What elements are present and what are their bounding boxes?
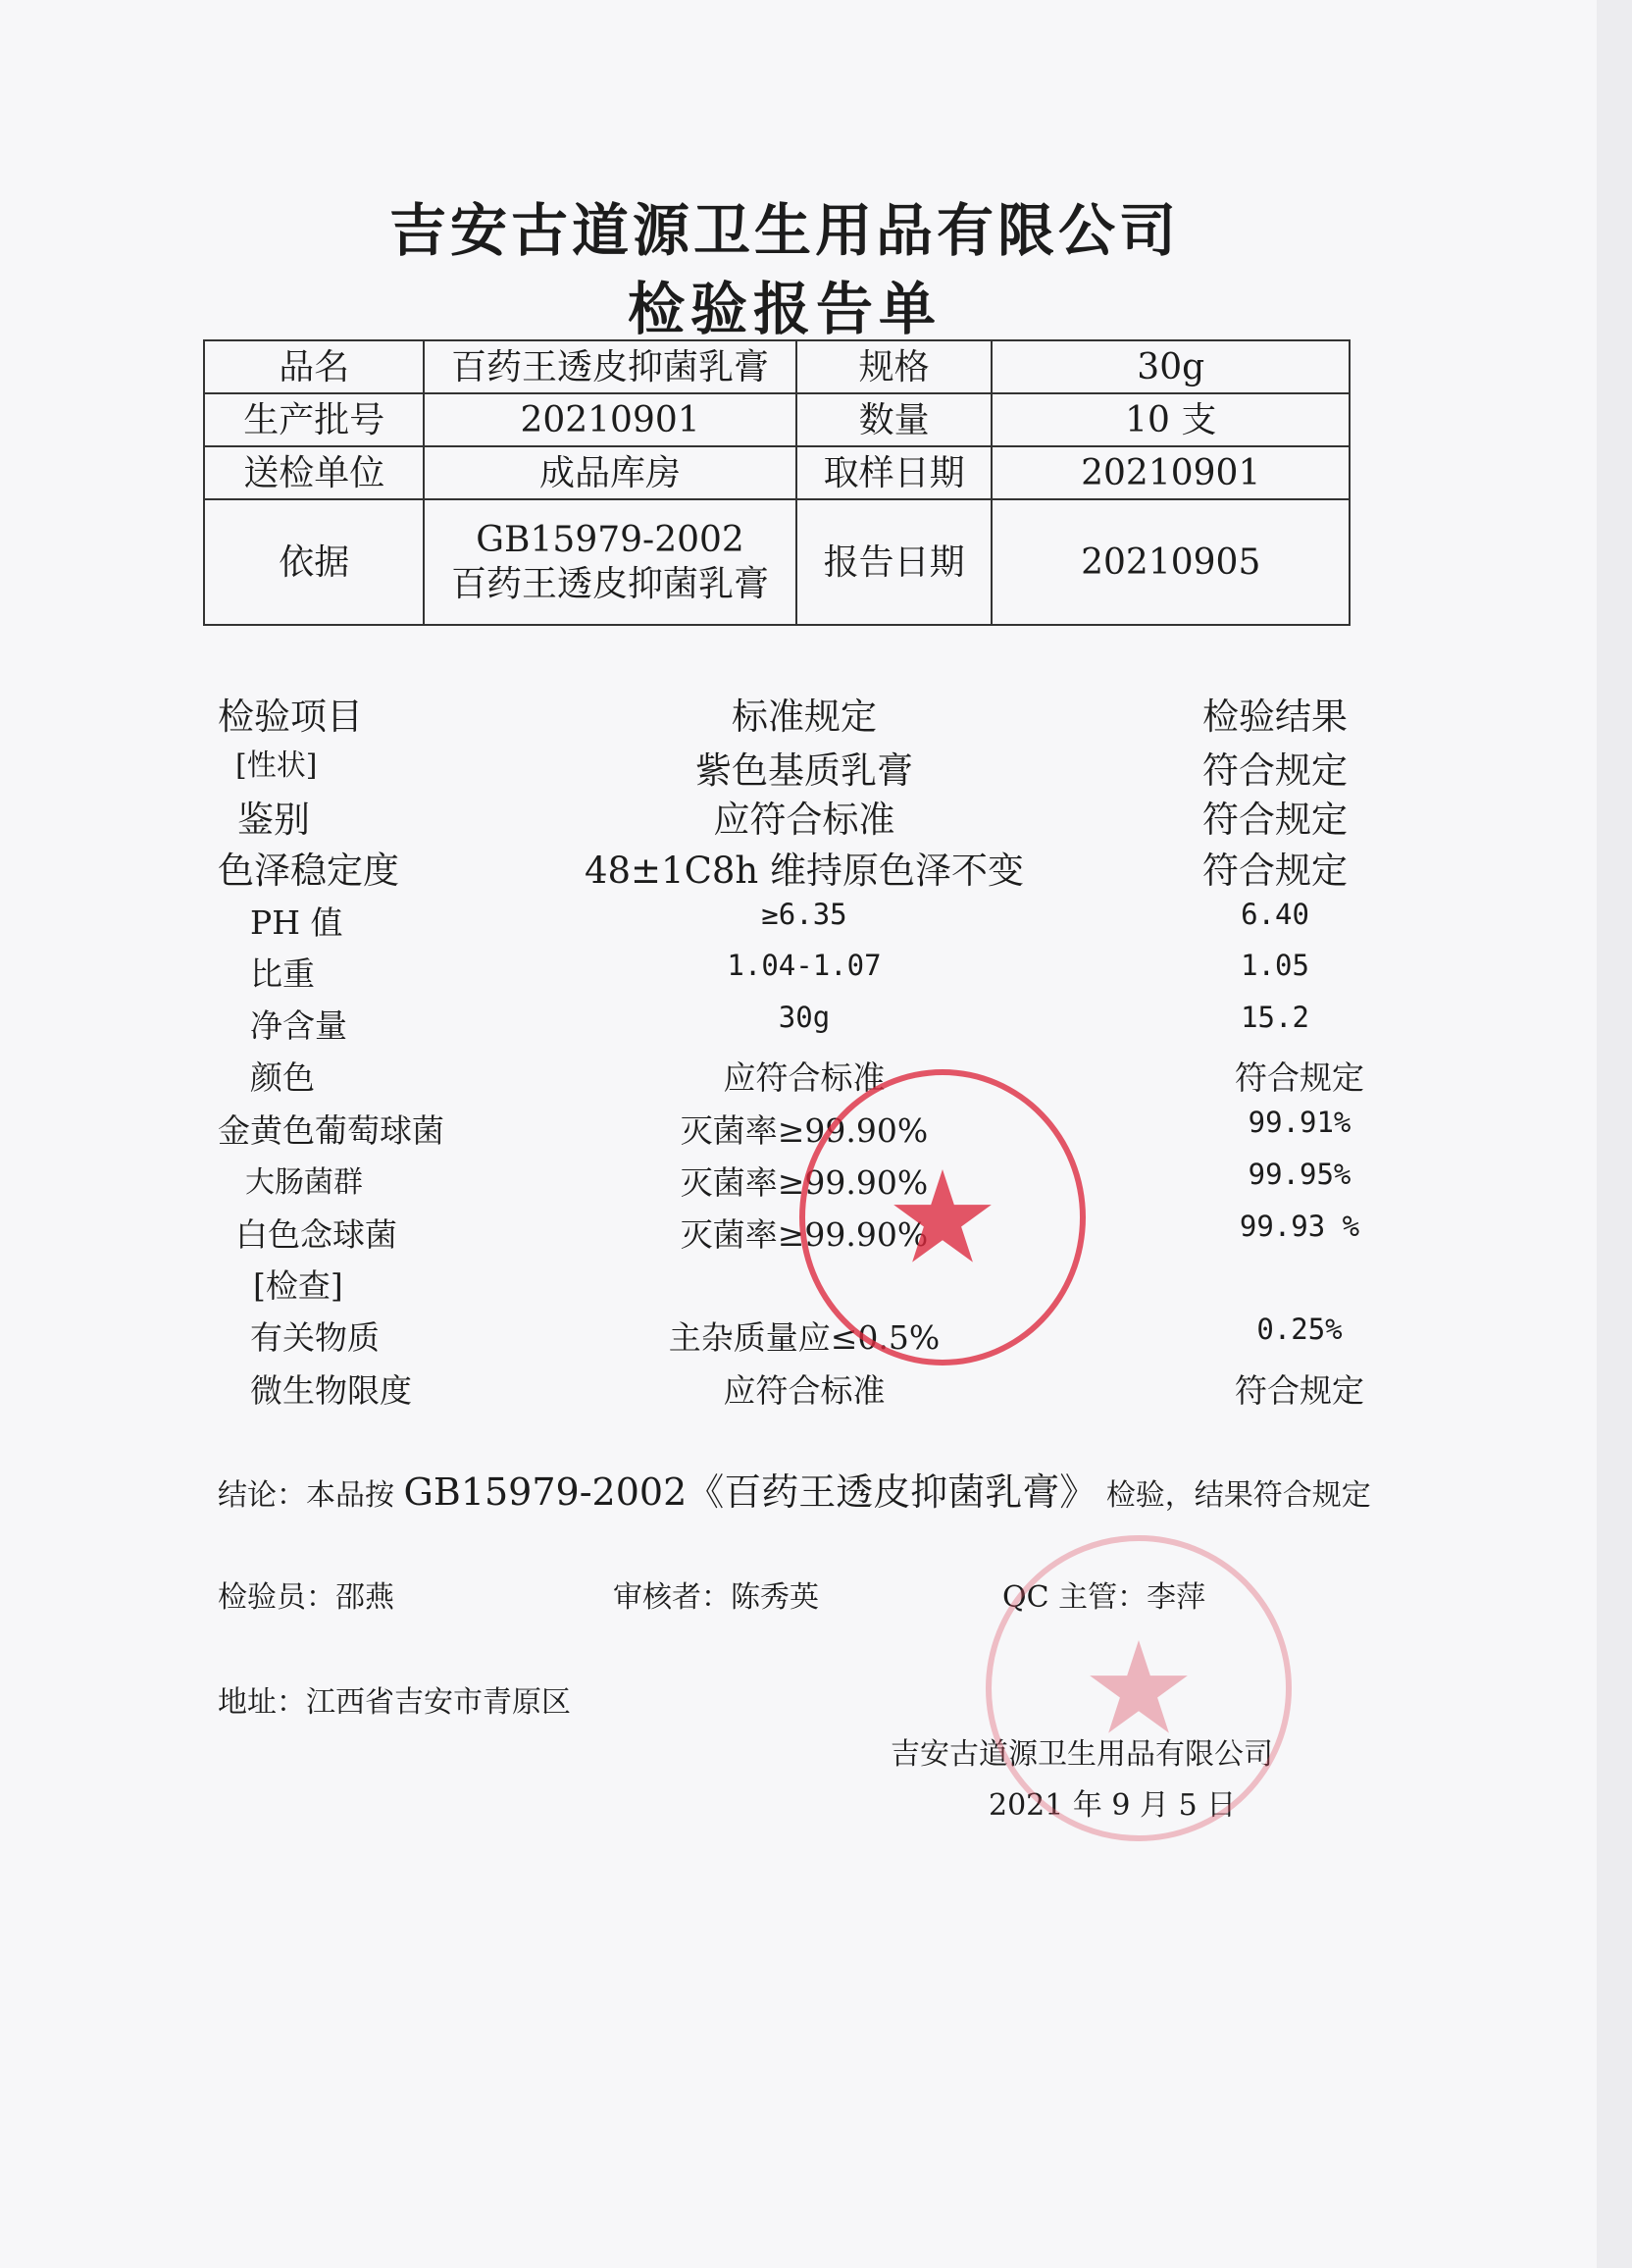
header-standard: 标准规定 <box>732 696 877 738</box>
conclusion-standard: GB15979-2002《百药王透皮抑菌乳膏》 <box>403 1470 1097 1514</box>
basis-label: 依据 <box>204 499 424 625</box>
star-icon: ★ <box>885 1143 1000 1292</box>
item-standard: 主杂质量应≤0.5% <box>668 1318 941 1357</box>
item-name: PH 值 <box>250 903 343 942</box>
list-item <box>0 841 1569 890</box>
address: 地址：江西省吉安市青原区 <box>218 1685 571 1720</box>
item-result: 符合规定 <box>1202 749 1348 792</box>
list-item <box>0 1366 1569 1415</box>
batch-label: 生产批号 <box>204 393 424 446</box>
item-standard: 灭菌率≥99.90% <box>680 1111 929 1150</box>
item-name: 净含量 <box>250 1006 347 1045</box>
list-item <box>0 790 1569 839</box>
item-standard: ≥6.35 <box>761 898 847 931</box>
sampling-date-label: 取样日期 <box>796 446 993 499</box>
submitter-value: 成品库房 <box>424 446 795 499</box>
item-result: 符合规定 <box>1202 850 1348 892</box>
item-name: [检查] <box>253 1266 343 1305</box>
report-date-value: 20210905 <box>992 499 1350 625</box>
basis-line2: 百药王透皮抑菌乳膏 <box>451 564 770 604</box>
list-item <box>0 949 1569 998</box>
submitter-label: 送检单位 <box>204 446 424 499</box>
report-date-label: 报告日期 <box>796 499 993 625</box>
item-name: 微生物限度 <box>250 1371 412 1410</box>
item-name: 金黄色葡萄球菌 <box>218 1111 444 1150</box>
qc-signature: QC 主管：李萍 <box>1002 1580 1206 1615</box>
header-item: 检验项目 <box>218 696 363 738</box>
item-result: 6.40 <box>1241 898 1309 931</box>
list-item <box>0 1001 1569 1050</box>
item-name: 比重 <box>250 954 315 993</box>
item-result: 15.2 <box>1241 1001 1309 1034</box>
list-item <box>0 1053 1569 1102</box>
item-name: 色泽稳定度 <box>218 850 399 892</box>
inspector-signature: 检验员：邵燕 <box>218 1580 394 1615</box>
item-standard: 应符合标准 <box>713 799 895 841</box>
item-result: 符合规定 <box>1202 799 1348 841</box>
item-name: 大肠菌群 <box>245 1165 363 1200</box>
list-item <box>0 1210 1569 1259</box>
info-table <box>203 339 1351 626</box>
seal-stamp <box>799 1069 1086 1366</box>
list-item <box>0 1158 1569 1207</box>
item-standard: 紫色基质乳膏 <box>695 749 913 792</box>
list-item <box>0 1313 1569 1362</box>
item-result: 符合规定 <box>1235 1058 1364 1097</box>
footer-company: 吉安古道源卫生用品有限公司 <box>891 1737 1273 1772</box>
item-standard: 灭菌率≥99.90% <box>680 1163 929 1202</box>
item-result: 99.91% <box>1248 1106 1352 1139</box>
item-name: 鉴别 <box>237 799 310 841</box>
reviewer-signature: 审核者：陈秀英 <box>613 1580 819 1615</box>
list-item <box>0 898 1569 947</box>
spec-value: 30g <box>992 340 1350 393</box>
product-name-label: 品名 <box>204 340 424 393</box>
conclusion-prefix: 结论：本品按 <box>218 1478 394 1513</box>
company-title: 吉安古道源卫生用品有限公司 <box>388 197 1180 264</box>
item-name: [性状] <box>235 748 318 783</box>
scan-edge <box>1597 0 1632 2268</box>
item-result: 0.25% <box>1256 1313 1343 1346</box>
report-title: 检验报告单 <box>627 276 942 342</box>
item-standard: 1.04-1.07 <box>727 949 882 982</box>
item-standard: 应符合标准 <box>723 1058 886 1097</box>
item-standard: 30g <box>778 1001 831 1034</box>
item-standard: 应符合标准 <box>723 1371 886 1410</box>
product-name: 百药王透皮抑菌乳膏 <box>424 340 795 393</box>
item-result: 99.95% <box>1248 1158 1352 1191</box>
spec-label: 规格 <box>796 340 993 393</box>
item-result: 符合规定 <box>1235 1371 1364 1410</box>
company-seal-stamp <box>986 1535 1292 1841</box>
list-item <box>0 741 1569 790</box>
items-header <box>0 687 1569 736</box>
sampling-date-value: 20210901 <box>992 446 1350 499</box>
item-result: 99.93 % <box>1239 1210 1360 1243</box>
header-result: 检验结果 <box>1202 696 1348 738</box>
item-name: 白色念球菌 <box>235 1215 397 1254</box>
quantity-value: 10 支 <box>992 393 1350 446</box>
basis-value <box>424 499 795 625</box>
batch-value: 20210901 <box>424 393 795 446</box>
item-standard: 灭菌率≥99.90% <box>680 1215 929 1254</box>
quantity-label: 数量 <box>796 393 993 446</box>
conclusion <box>218 1462 1371 1516</box>
item-result: 1.05 <box>1241 949 1309 982</box>
list-item <box>0 1106 1569 1155</box>
basis-line1: GB15979-2002 <box>476 520 744 560</box>
item-standard: 48±1C8h 维持原色泽不变 <box>584 850 1025 892</box>
item-name: 有关物质 <box>250 1318 380 1357</box>
list-item <box>0 1261 1569 1310</box>
footer-date: 2021 年 9 月 5 日 <box>989 1788 1237 1823</box>
item-name: 颜色 <box>250 1058 315 1097</box>
star-icon: ★ <box>1081 1614 1197 1763</box>
conclusion-suffix: 检验，结果符合规定 <box>1105 1478 1371 1513</box>
